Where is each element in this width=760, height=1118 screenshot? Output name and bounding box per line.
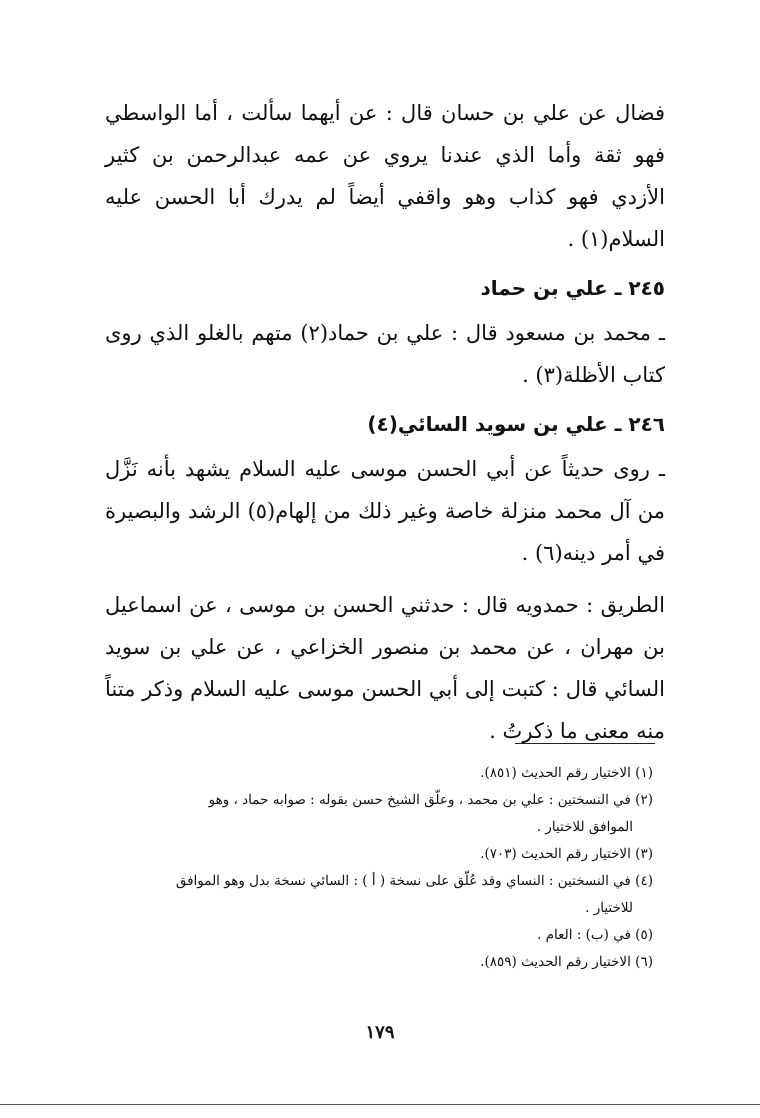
paragraph-3: ـ روى حديثاً عن أبي الحسن موسى عليه السلام يشهد بأنه نَزَّل من آل محمد منزلة خاصة وغير ذلك من إلهام(٥) الرشد والبصيرة في أمر دينه(٦) . bbox=[105, 457, 665, 565]
entry-heading-245: ٢٤٥ ـ علي بن حماد bbox=[480, 276, 665, 300]
footnote-4-continued: للاختيار . bbox=[585, 900, 633, 916]
footnote-5: (٥) في (ب) : العام . bbox=[537, 927, 653, 943]
bottom-rule bbox=[0, 1104, 760, 1105]
paragraph-4: الطريق : حمدويه قال : حدثني الحسن بن موسى ، عن اسماعيل بن مهران ، عن محمد بن منصور الخزاعي ، عن علي بن سويد السائي قال : كتبت إلى أبي الحسن موسى عليه السلام وذكر متناً منه معنى ما ذكرتُ . bbox=[105, 593, 665, 743]
footnote-1: (١) الاختيار رقم الحديث (٨٥١). bbox=[480, 765, 653, 781]
page-number: ١٧٩ bbox=[365, 1022, 395, 1043]
footnote-3: (٣) الاختيار رقم الحديث (٧٠٣). bbox=[480, 846, 653, 862]
footnotes bbox=[105, 760, 653, 976]
footnote-4: (٤) في النسختين : النساي وقد عُلّق على نسخة ( أ ) : السائي نسخة بدل وهو الموافق bbox=[175, 873, 653, 889]
footnote-6: (٦) الاختيار رقم الحديث (٨٥٩). bbox=[480, 954, 653, 970]
paragraph-1: فضال عن علي بن حسان قال : عن أيهما سألت ، أما الواسطي فهو ثقة وأما الذي عندنا يروي عن عمه عبدالرحمن بن كثير الأزدي فهو كذاب وهو واقفي أيضاً لم يدرك أبا الحسن عليه السلام(١) . bbox=[105, 101, 665, 251]
entry-heading-246: ٢٤٦ ـ علي بن سويد السائي(٤) bbox=[367, 412, 665, 436]
footnote-2: (٢) في النسختين : علي بن محمد ، وعلّق الشيخ حسن بقوله : صوابه حماد ، وهو bbox=[208, 792, 653, 808]
footnote-2-continued: الموافق للاختيار . bbox=[536, 819, 633, 835]
paragraph-2: ـ محمد بن مسعود قال : علي بن حماد(٢) متهم بالغلو الذي روى كتاب الأظلة(٣) . bbox=[105, 321, 665, 387]
main-text bbox=[105, 92, 665, 752]
footnote-separator bbox=[515, 743, 655, 744]
